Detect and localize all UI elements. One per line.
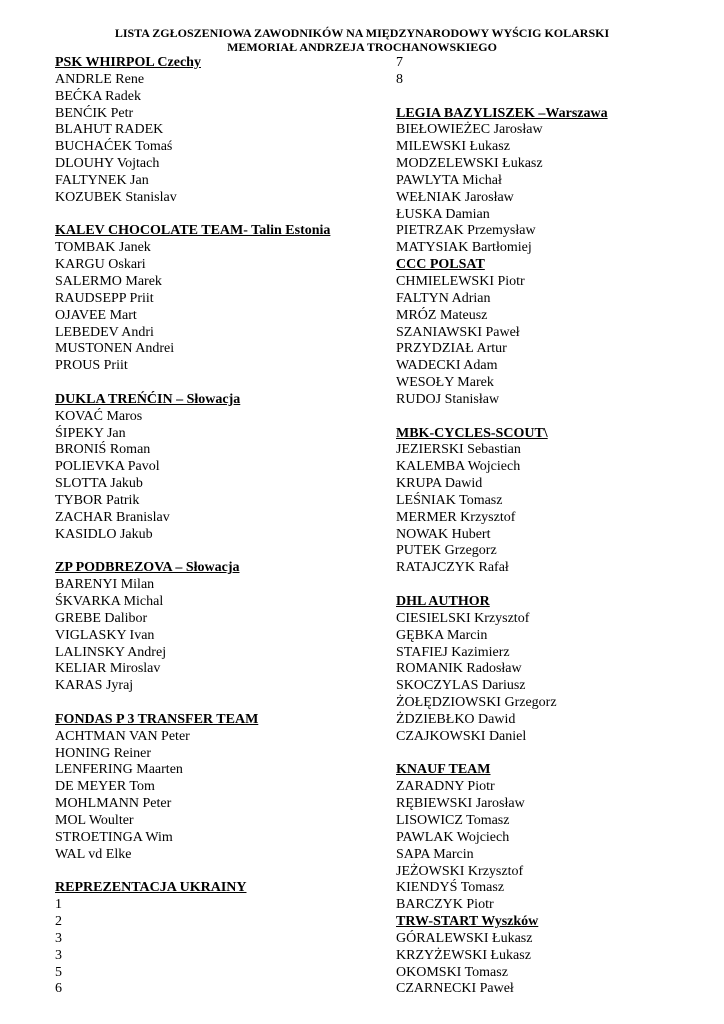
right-column	[396, 55, 716, 998]
blank-line	[396, 577, 716, 594]
rider-entry: MERMER Krzysztof	[396, 509, 516, 525]
blank-line	[55, 207, 385, 224]
rider-entry: TOMBAK Janek	[55, 240, 151, 256]
rider-entry: LISOWICZ Tomasz	[396, 812, 510, 828]
rider-entry: STROETINGA Wim	[55, 829, 173, 845]
rider-entry: WADECKI Adam	[396, 358, 498, 374]
rider-entry: BENĆIK Petr	[55, 105, 134, 121]
rider-entry: POLIEVKA Pavol	[55, 459, 160, 475]
rider-entry: KRZYŻEWSKI Łukasz	[396, 947, 531, 963]
rider-entry: 2	[55, 914, 62, 930]
rider-entry: BIEŁOWIEŻEC Jarosław	[396, 122, 543, 138]
rider-entry: BUCHAĆEK Tomaś	[55, 139, 173, 155]
rider-entry: SALERMO Marek	[55, 273, 162, 289]
rider-entry: DE MEYER Tom	[55, 779, 155, 795]
rider-entry: CZARNECKI Paweł	[396, 981, 514, 997]
rider-entry: ZACHAR Branislav	[55, 509, 170, 525]
rider-entry: PROUS Priit	[55, 358, 128, 374]
page-header	[0, 26, 724, 54]
rider-entry: WESOŁY Marek	[396, 375, 494, 391]
blank-line	[396, 409, 716, 426]
rider-entry: ANDRLE Rene	[55, 71, 145, 87]
rider-entry: BEĆKA Radek	[55, 88, 141, 104]
team-heading: PSK WHIRPOL Czechy	[55, 55, 201, 70]
rider-entry: PRZYDZIAŁ Artur	[396, 341, 507, 357]
rider-entry: KELIAR Miroslav	[55, 661, 161, 677]
rider-entry: FALTYN Adrian	[396, 290, 491, 306]
team-heading: REPREZENTACJA UKRAINY	[55, 880, 247, 896]
rider-entry: KOVAĆ Maros	[55, 408, 143, 424]
rider-entry: KARGU Oskari	[55, 257, 146, 273]
rider-entry: PAWLAK Wojciech	[396, 829, 510, 845]
rider-entry: MOL Woulter	[55, 812, 134, 828]
rider-entry: RUDOJ Stanisław	[396, 391, 500, 407]
rider-entry: BLAHUT RADEK	[55, 122, 164, 138]
team-heading: FONDAS P 3 TRANSFER TEAM	[55, 711, 259, 727]
rider-entry: PAWLYTA Michał	[396, 172, 502, 188]
rider-entry: STAFIEJ Kazimierz	[396, 644, 510, 660]
blank-line	[396, 746, 716, 763]
rider-entry: ŻOŁĘDZIOWSKI Grzegorz	[396, 695, 557, 711]
rider-entry: KIENDYŚ Tomasz	[396, 880, 505, 896]
team-heading: CCC POLSAT	[396, 257, 485, 273]
team-heading: DUKLA TREŃĆIN – Słowacja	[55, 391, 241, 407]
rider-entry: RAUDSEPP Priit	[55, 290, 154, 306]
rider-entry: DLOUHY Vojtach	[55, 156, 160, 172]
rider-entry: TYBOR Patrik	[55, 492, 140, 508]
rider-entry: OJAVEE Mart	[55, 307, 137, 323]
rider-entry: KARAS Jyraj	[55, 678, 134, 694]
team-heading: KNAUF TEAM	[396, 762, 491, 778]
rider-entry: MODZELEWSKI Łukasz	[396, 156, 543, 172]
team-heading: DHL AUTHOR	[396, 594, 490, 609]
rider-entry: ROMANIK Radosław	[396, 661, 522, 677]
rider-entry: SAPA Marcin	[396, 846, 474, 862]
blank-line	[55, 864, 385, 881]
team-heading: KALEV CHOCOLATE TEAM- Talin Estonia	[55, 223, 331, 239]
rider-entry: SZANIAWSKI Paweł	[396, 324, 520, 340]
rider-entry: MATYSIAK Bartłomiej	[396, 240, 532, 256]
rider-entry: CIESIELSKI Krzysztof	[396, 610, 530, 626]
rider-entry: ŚIPEKY Jan	[55, 425, 126, 441]
document-subtitle: MEMORIAŁ ANDRZEJA TROCHANOWSKIEGO	[227, 40, 497, 54]
rider-entry: 3	[55, 947, 62, 963]
rider-entry: WAL vd Elke	[55, 846, 132, 862]
rider-entry: KOZUBEK Stanislav	[55, 189, 177, 205]
rider-entry: ŁUSKA Damian	[396, 206, 490, 222]
rider-entry: KALEMBA Wojciech	[396, 459, 521, 475]
rider-entry: CHMIELEWSKI Piotr	[396, 273, 525, 289]
blank-line	[396, 89, 716, 106]
rider-entry: HONING Reiner	[55, 745, 152, 761]
rider-entry: KRUPA Dawid	[396, 476, 483, 492]
rider-entry: LALINSKY Andrej	[55, 644, 167, 660]
rider-entry: FALTYNEK Jan	[55, 172, 149, 188]
rider-entry: VIGLASKY Ivan	[55, 627, 155, 643]
blank-line	[55, 375, 385, 392]
rider-entry: 7	[396, 55, 403, 70]
rider-entry: BRONIŚ Roman	[55, 442, 151, 458]
rider-entry: 6	[55, 981, 62, 997]
rider-entry: JEZIERSKI Sebastian	[396, 442, 521, 458]
rider-entry: PUTEK Grzegorz	[396, 543, 497, 559]
rider-entry: LEBEDEV Andri	[55, 324, 154, 340]
rider-entry: LENFERING Maarten	[55, 762, 183, 778]
rider-entry: MRÓZ Mateusz	[396, 307, 488, 323]
rider-entry: WEŁNIAK Jarosław	[396, 189, 514, 205]
document-title: LISTA ZGŁOSZENIOWA ZAWODNIKÓW NA MIĘDZYNARODOWY WYŚCIG KOLARSKI	[114, 26, 610, 40]
team-heading: LEGIA BAZYLISZEK –Warszawa	[396, 105, 608, 121]
rider-entry: JEŻOWSKI Krzysztof	[396, 863, 524, 879]
rider-entry: 3	[55, 930, 62, 946]
team-heading: ZP PODBREZOVA – Słowacja	[55, 560, 240, 576]
rider-entry: SKOCZYLAS Dariusz	[396, 678, 526, 694]
blank-line	[55, 695, 385, 712]
rider-entry: 5	[55, 964, 62, 980]
left-column	[55, 55, 385, 998]
rider-entry: RĘBIEWSKI Jarosław	[396, 796, 525, 812]
rider-entry: PIETRZAK Przemysław	[396, 223, 536, 239]
team-heading: TRW-START Wyszków	[396, 914, 539, 930]
rider-entry: KASIDLO Jakub	[55, 526, 153, 542]
team-heading: MBK-CYCLES-SCOUT\	[396, 425, 548, 441]
rider-entry: OKOMSKI Tomasz	[396, 964, 508, 980]
rider-entry: GÓRALEWSKI Łukasz	[396, 930, 533, 946]
rider-entry: ZARADNY Piotr	[396, 779, 495, 795]
rider-entry: ŻDZIEBŁKO Dawid	[396, 711, 516, 727]
rider-entry: 8	[396, 71, 403, 87]
rider-entry: RATAJCZYK Rafał	[396, 560, 509, 576]
blank-line	[55, 543, 385, 560]
rider-entry: NOWAK Hubert	[396, 526, 491, 542]
rider-entry: ŚKVARKA Michal	[55, 594, 164, 609]
rider-entry: MUSTONEN Andrei	[55, 341, 175, 357]
rider-entry: 1	[55, 897, 62, 913]
rider-entry: MILEWSKI Łukasz	[396, 139, 510, 155]
rider-entry: BARENYI Milan	[55, 577, 155, 593]
rider-entry: ACHTMAN VAN Peter	[55, 728, 190, 744]
rider-entry: BARCZYK Piotr	[396, 897, 494, 913]
rider-entry: LEŚNIAK Tomasz	[396, 492, 503, 508]
rider-entry: GĘBKA Marcin	[396, 627, 488, 643]
rider-entry: CZAJKOWSKI Daniel	[396, 728, 527, 744]
rider-entry: SLOTTA Jakub	[55, 476, 143, 492]
rider-entry: GREBE Dalibor	[55, 610, 148, 626]
rider-entry: MOHLMANN Peter	[55, 796, 172, 812]
